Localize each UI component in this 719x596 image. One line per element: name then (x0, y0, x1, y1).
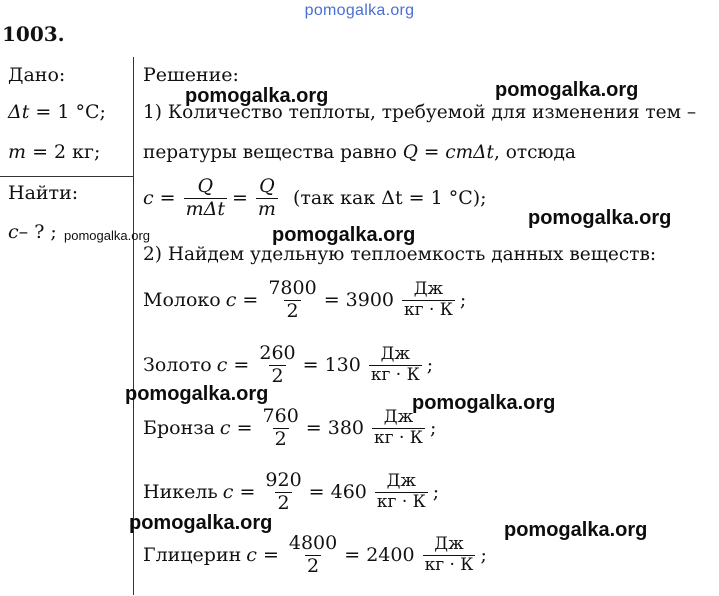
formula-note: (так как Δt = 1 °C); (292, 187, 487, 210)
substance-result: = 3900 (323, 289, 395, 312)
substance-name: Бронза (143, 417, 215, 440)
solution-title: Решение: (143, 64, 239, 86)
unit-fraction (369, 345, 422, 385)
formula-eq: = (231, 187, 248, 210)
given-m-lhs: m (8, 141, 27, 163)
fraction-denominator: 2 (271, 364, 284, 387)
heat-formula: Q = cmΔt (402, 142, 494, 163)
substance-name: Молоко (143, 289, 221, 312)
substance-c: c = (246, 544, 279, 567)
watermark-overlay[interactable]: pomogalka.org (495, 79, 639, 101)
unit-denominator: кг · К (376, 491, 426, 512)
unit-numerator: Дж (380, 344, 411, 365)
row-end: ; (480, 544, 487, 567)
formula-fraction-1 (184, 176, 227, 221)
find-c (8, 221, 57, 243)
header-watermark[interactable]: pomogalka.org (304, 2, 415, 19)
substance-c: c = (216, 354, 250, 377)
watermark-overlay[interactable]: pomogalka.org (412, 392, 556, 414)
fraction-denominator: 2 (274, 427, 287, 450)
given-m (8, 141, 100, 163)
row-end: ; (459, 289, 467, 312)
fraction-denominator: 2 (307, 554, 320, 577)
substance-name: Глицерин (143, 544, 242, 567)
substance-row-nickel (143, 470, 444, 515)
watermark-overlay[interactable]: pomogalka.org (185, 85, 329, 107)
substance-c: c = (225, 289, 259, 312)
fraction-numerator: 920 (265, 469, 302, 491)
unit-numerator: Дж (386, 471, 417, 492)
substance-row-milk (143, 278, 471, 323)
find-c-rest: – ? ; (18, 221, 57, 243)
substance-fraction (266, 278, 318, 323)
substance-fraction (257, 343, 297, 388)
unit-numerator: Дж (434, 534, 464, 555)
watermark-overlay[interactable]: pomogalka.org (528, 207, 672, 229)
watermark-overlay[interactable]: pomogalka.org (504, 519, 648, 541)
unit-denominator: кг · К (424, 554, 474, 575)
unit-fraction (375, 472, 428, 512)
substance-c: c = (222, 481, 256, 504)
substance-result: = 130 (302, 354, 361, 377)
formula-den2: m (257, 197, 276, 220)
formula-fraction-2 (256, 176, 278, 221)
unit-fraction (402, 280, 455, 320)
step1-line2-suffix: , отсюда (493, 142, 576, 163)
unit-denominator: кг · К (404, 299, 453, 320)
watermark-overlay[interactable]: pomogalka.org (272, 224, 416, 246)
row-end: ; (432, 481, 440, 504)
fraction-numerator: 760 (262, 405, 299, 427)
solution-step1-line1: 1) Количество теплоты, требуемой для изменения тем – (143, 102, 697, 123)
table-horizontal-divider (0, 176, 133, 177)
given-dt-rhs: = 1 °C; (35, 101, 106, 123)
find-title: Найти: (8, 182, 79, 204)
unit-fraction (423, 535, 476, 575)
substance-row-bronze (143, 406, 441, 451)
watermark-overlay[interactable]: pomogalka.org (129, 512, 273, 534)
formula-num1: Q (197, 175, 214, 197)
unit-denominator: кг · К (370, 364, 420, 385)
fraction-denominator: 2 (277, 491, 290, 514)
unit-numerator: Дж (413, 279, 444, 300)
given-dt-lhs: Δt (8, 101, 30, 123)
substance-fraction (261, 406, 301, 451)
fraction-numerator: 4800 (288, 532, 338, 554)
given-title: Дано: (8, 64, 66, 86)
fraction-denominator: 2 (286, 299, 299, 322)
substance-name: Никель (143, 481, 218, 504)
row-end: ; (426, 354, 434, 377)
substance-result: = 2400 (344, 544, 415, 567)
row-end: ; (429, 417, 437, 440)
solution-step1-line2 (143, 142, 576, 163)
problem-number: 1003. (2, 22, 65, 46)
substance-c: c = (219, 417, 253, 440)
specific-heat-formula (143, 176, 492, 221)
formula-den1: mΔt (185, 197, 225, 220)
fraction-numerator: 7800 (268, 277, 317, 299)
unit-numerator: Дж (383, 407, 414, 428)
substance-result: = 380 (305, 417, 365, 440)
step1-line2-prefix: пературы вещества равно (143, 142, 403, 163)
substance-row-gold (143, 343, 438, 388)
substance-fraction (287, 533, 339, 578)
formula-num2: Q (259, 175, 275, 197)
substance-row-glycerin (143, 533, 492, 578)
solution-step2: 2) Найдем удельную теплоемкость данных веществ: (143, 244, 657, 265)
find-c-symbol: c (8, 221, 19, 243)
substance-fraction (263, 470, 303, 515)
fraction-numerator: 260 (259, 342, 296, 364)
formula-c: c = (143, 187, 176, 210)
given-dt (8, 101, 106, 123)
substance-result: = 460 (308, 481, 367, 504)
watermark-small[interactable]: pomogalka.org (64, 228, 150, 243)
problem-number-value: 1003 (2, 22, 58, 46)
watermark-overlay[interactable]: pomogalka.org (125, 383, 269, 405)
given-m-rhs: = 2 кг; (32, 141, 101, 163)
substance-name: Золото (143, 354, 212, 377)
unit-denominator: кг · К (374, 427, 423, 448)
